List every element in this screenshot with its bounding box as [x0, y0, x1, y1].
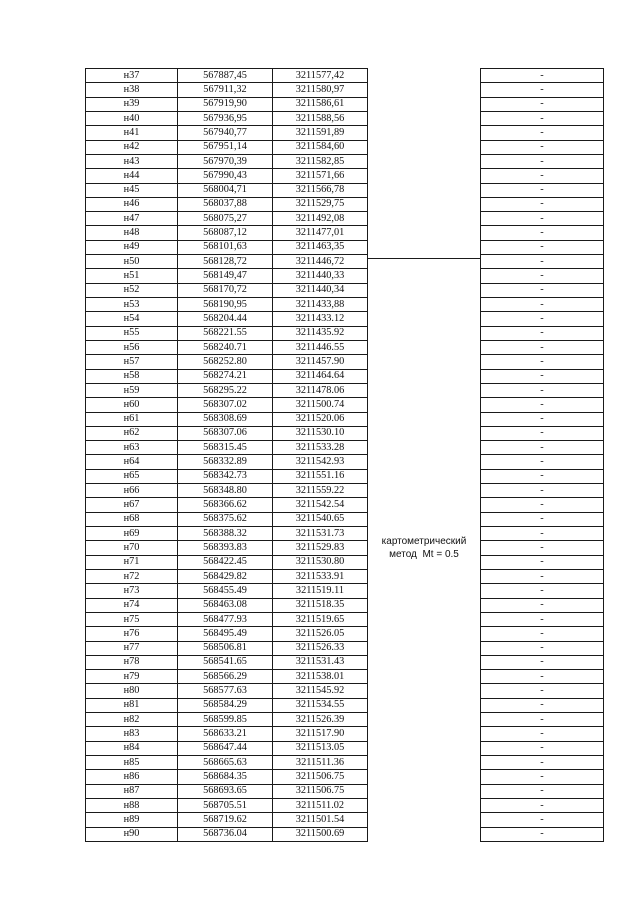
x-coordinate-cell: 567951,14: [178, 140, 273, 154]
mark-cell: -: [481, 569, 604, 583]
table-row: [86, 555, 604, 569]
x-coordinate-cell: 568037,88: [178, 197, 273, 211]
mark-cell: -: [481, 455, 604, 469]
mark-cell: -: [481, 398, 604, 412]
point-name-cell: н82: [86, 713, 178, 727]
point-name-cell: н43: [86, 154, 178, 168]
x-coordinate-cell: 567919,90: [178, 97, 273, 111]
x-coordinate-cell: 568463.08: [178, 598, 273, 612]
y-coordinate-cell: 3211519.65: [273, 612, 368, 626]
x-coordinate-cell: 567887,45: [178, 69, 273, 83]
x-coordinate-cell: 568719.62: [178, 813, 273, 827]
y-coordinate-cell: 3211446.55: [273, 340, 368, 354]
x-coordinate-cell: 568495.49: [178, 627, 273, 641]
y-coordinate-cell: 3211435.92: [273, 326, 368, 340]
mark-cell: -: [481, 498, 604, 512]
y-coordinate-cell: 3211526.39: [273, 713, 368, 727]
mark-cell: -: [481, 612, 604, 626]
table-row: [86, 827, 604, 841]
table-row: [86, 283, 604, 297]
table-row: [86, 455, 604, 469]
x-coordinate-cell: 568101,63: [178, 240, 273, 254]
point-name-cell: н52: [86, 283, 178, 297]
y-coordinate-cell: 3211542.54: [273, 498, 368, 512]
mark-cell: -: [481, 355, 604, 369]
mark-cell: -: [481, 641, 604, 655]
method-description: [368, 535, 480, 561]
table-row: [86, 312, 604, 326]
table-row: [86, 441, 604, 455]
x-coordinate-cell: 568004,71: [178, 183, 273, 197]
point-name-cell: н47: [86, 212, 178, 226]
y-coordinate-cell: 3211545.92: [273, 684, 368, 698]
y-coordinate-cell: 3211530.80: [273, 555, 368, 569]
method-line-1: картометрический: [381, 535, 467, 547]
x-coordinate-cell: 567936,95: [178, 111, 273, 125]
y-coordinate-cell: 3211511.36: [273, 756, 368, 770]
point-name-cell: н78: [86, 655, 178, 669]
point-name-cell: н88: [86, 798, 178, 812]
point-name-cell: н70: [86, 541, 178, 555]
x-coordinate-cell: 568308.69: [178, 412, 273, 426]
x-coordinate-cell: 568342.73: [178, 469, 273, 483]
x-coordinate-cell: 568204.44: [178, 312, 273, 326]
table-row: [86, 240, 604, 254]
table-row: [86, 727, 604, 741]
mark-cell: -: [481, 713, 604, 727]
y-coordinate-cell: 3211551.16: [273, 469, 368, 483]
x-coordinate-cell: 568566.29: [178, 670, 273, 684]
mark-cell: -: [481, 555, 604, 569]
point-name-cell: н37: [86, 69, 178, 83]
y-coordinate-cell: 3211477,01: [273, 226, 368, 240]
table-row: [86, 269, 604, 283]
y-coordinate-cell: 3211506.75: [273, 770, 368, 784]
method-divider-line: [368, 258, 480, 259]
mark-cell: -: [481, 326, 604, 340]
table-row: [86, 655, 604, 669]
method-cell-content: [368, 69, 480, 842]
point-name-cell: н63: [86, 441, 178, 455]
y-coordinate-cell: 3211500.69: [273, 827, 368, 841]
x-coordinate-cell: 568315.45: [178, 441, 273, 455]
mark-cell: -: [481, 598, 604, 612]
table-row: [86, 741, 604, 755]
y-coordinate-cell: 3211492,08: [273, 212, 368, 226]
y-coordinate-cell: 3211533.28: [273, 441, 368, 455]
y-coordinate-cell: 3211464.64: [273, 369, 368, 383]
y-coordinate-cell: 3211500.74: [273, 398, 368, 412]
mark-cell: -: [481, 312, 604, 326]
mark-cell: -: [481, 527, 604, 541]
point-name-cell: н65: [86, 469, 178, 483]
mark-cell: -: [481, 670, 604, 684]
point-name-cell: н85: [86, 756, 178, 770]
x-coordinate-cell: 568693.65: [178, 784, 273, 798]
x-coordinate-cell: 568633.21: [178, 727, 273, 741]
x-coordinate-cell: 568274.21: [178, 369, 273, 383]
table-row: [86, 140, 604, 154]
table-row: [86, 684, 604, 698]
table-row: [86, 512, 604, 526]
table-row: [86, 798, 604, 812]
point-name-cell: н61: [86, 412, 178, 426]
y-coordinate-cell: 3211533.91: [273, 569, 368, 583]
point-name-cell: н80: [86, 684, 178, 698]
table-row: [86, 469, 604, 483]
table-row: [86, 97, 604, 111]
x-coordinate-cell: 568393.83: [178, 541, 273, 555]
y-coordinate-cell: 3211506.75: [273, 784, 368, 798]
x-coordinate-cell: 568170,72: [178, 283, 273, 297]
x-coordinate-cell: 568252.80: [178, 355, 273, 369]
mark-cell: -: [481, 383, 604, 397]
table-row: [86, 756, 604, 770]
table-row: [86, 770, 604, 784]
point-name-cell: н44: [86, 169, 178, 183]
table-row: [86, 255, 604, 269]
point-name-cell: н75: [86, 612, 178, 626]
table-row: [86, 154, 604, 168]
y-coordinate-cell: 3211582,85: [273, 154, 368, 168]
point-name-cell: н66: [86, 484, 178, 498]
coordinates-table: [85, 68, 604, 842]
point-name-cell: н48: [86, 226, 178, 240]
point-name-cell: н59: [86, 383, 178, 397]
point-name-cell: н55: [86, 326, 178, 340]
x-coordinate-cell: 567970,39: [178, 154, 273, 168]
mark-cell: -: [481, 369, 604, 383]
y-coordinate-cell: 3211534.55: [273, 698, 368, 712]
table-row: [86, 612, 604, 626]
table-row: [86, 698, 604, 712]
table-row: [86, 83, 604, 97]
mark-cell: -: [481, 655, 604, 669]
mark-cell: -: [481, 684, 604, 698]
point-name-cell: н89: [86, 813, 178, 827]
table-row: [86, 326, 604, 340]
y-coordinate-cell: 3211433.12: [273, 312, 368, 326]
mark-cell: -: [481, 627, 604, 641]
mark-cell: -: [481, 426, 604, 440]
point-name-cell: н73: [86, 584, 178, 598]
x-coordinate-cell: 568736.04: [178, 827, 273, 841]
y-coordinate-cell: 3211519.11: [273, 584, 368, 598]
y-coordinate-cell: 3211531.73: [273, 527, 368, 541]
mark-cell: -: [481, 97, 604, 111]
table-row: [86, 340, 604, 354]
y-coordinate-cell: 3211529,75: [273, 197, 368, 211]
table-row: [86, 569, 604, 583]
table-row: [86, 670, 604, 684]
mark-cell: -: [481, 756, 604, 770]
y-coordinate-cell: 3211501.54: [273, 813, 368, 827]
y-coordinate-cell: 3211542.93: [273, 455, 368, 469]
method-cell: [368, 69, 481, 842]
table-row: [86, 126, 604, 140]
point-name-cell: н46: [86, 197, 178, 211]
x-coordinate-cell: 568366.62: [178, 498, 273, 512]
x-coordinate-cell: 568240.71: [178, 340, 273, 354]
x-coordinate-cell: 568477.93: [178, 612, 273, 626]
y-coordinate-cell: 3211518.35: [273, 598, 368, 612]
point-name-cell: н45: [86, 183, 178, 197]
table-row: [86, 813, 604, 827]
x-coordinate-cell: 568388.32: [178, 527, 273, 541]
point-name-cell: н53: [86, 298, 178, 312]
x-coordinate-cell: 568577.63: [178, 684, 273, 698]
x-coordinate-cell: 568506.81: [178, 641, 273, 655]
mark-cell: -: [481, 770, 604, 784]
y-coordinate-cell: 3211511.02: [273, 798, 368, 812]
point-name-cell: н54: [86, 312, 178, 326]
x-coordinate-cell: 568455.49: [178, 584, 273, 598]
mark-cell: -: [481, 541, 604, 555]
y-coordinate-cell: 3211559.22: [273, 484, 368, 498]
x-coordinate-cell: 568375.62: [178, 512, 273, 526]
point-name-cell: н58: [86, 369, 178, 383]
table-row: [86, 527, 604, 541]
y-coordinate-cell: 3211520.06: [273, 412, 368, 426]
y-coordinate-cell: 3211513.05: [273, 741, 368, 755]
point-name-cell: н60: [86, 398, 178, 412]
table-row: [86, 111, 604, 125]
y-coordinate-cell: 3211478.06: [273, 383, 368, 397]
x-coordinate-cell: 568149,47: [178, 269, 273, 283]
method-line-2: метод Mt = 0.5: [389, 548, 459, 560]
table-row: [86, 69, 604, 83]
mark-cell: -: [481, 784, 604, 798]
mark-cell: -: [481, 197, 604, 211]
y-coordinate-cell: 3211526.33: [273, 641, 368, 655]
table-row: [86, 197, 604, 211]
y-coordinate-cell: 3211577,42: [273, 69, 368, 83]
x-coordinate-cell: 568307.02: [178, 398, 273, 412]
x-coordinate-cell: 568221.55: [178, 326, 273, 340]
x-coordinate-cell: 568348.80: [178, 484, 273, 498]
point-name-cell: н38: [86, 83, 178, 97]
x-coordinate-cell: 567911,32: [178, 83, 273, 97]
y-coordinate-cell: 3211433,88: [273, 298, 368, 312]
y-coordinate-cell: 3211530.10: [273, 426, 368, 440]
x-coordinate-cell: 567940,77: [178, 126, 273, 140]
x-coordinate-cell: 568295.22: [178, 383, 273, 397]
y-coordinate-cell: 3211440,33: [273, 269, 368, 283]
mark-cell: -: [481, 240, 604, 254]
y-coordinate-cell: 3211588,56: [273, 111, 368, 125]
table-row: [86, 627, 604, 641]
point-name-cell: н90: [86, 827, 178, 841]
point-name-cell: н72: [86, 569, 178, 583]
mark-cell: -: [481, 212, 604, 226]
table-row: [86, 298, 604, 312]
mark-cell: -: [481, 111, 604, 125]
table-row: [86, 598, 604, 612]
y-coordinate-cell: 3211446,72: [273, 255, 368, 269]
x-coordinate-cell: 568332.89: [178, 455, 273, 469]
x-coordinate-cell: 567990,43: [178, 169, 273, 183]
table-row: [86, 498, 604, 512]
x-coordinate-cell: 568128,72: [178, 255, 273, 269]
point-name-cell: н84: [86, 741, 178, 755]
mark-cell: -: [481, 484, 604, 498]
y-coordinate-cell: 3211591,89: [273, 126, 368, 140]
mark-cell: -: [481, 827, 604, 841]
y-coordinate-cell: 3211540.65: [273, 512, 368, 526]
x-coordinate-cell: 568307.06: [178, 426, 273, 440]
point-name-cell: н69: [86, 527, 178, 541]
mark-cell: -: [481, 727, 604, 741]
table-row: [86, 355, 604, 369]
mark-cell: -: [481, 140, 604, 154]
point-name-cell: н56: [86, 340, 178, 354]
y-coordinate-cell: 3211566,78: [273, 183, 368, 197]
y-coordinate-cell: 3211517.90: [273, 727, 368, 741]
table-row: [86, 412, 604, 426]
x-coordinate-cell: 568665.63: [178, 756, 273, 770]
table-row: [86, 426, 604, 440]
table-row: [86, 398, 604, 412]
y-coordinate-cell: 3211580,97: [273, 83, 368, 97]
mark-cell: -: [481, 584, 604, 598]
x-coordinate-cell: 568705.51: [178, 798, 273, 812]
mark-cell: -: [481, 183, 604, 197]
y-coordinate-cell: 3211571,66: [273, 169, 368, 183]
point-name-cell: н39: [86, 97, 178, 111]
point-name-cell: н81: [86, 698, 178, 712]
x-coordinate-cell: 568647.44: [178, 741, 273, 755]
mark-cell: -: [481, 69, 604, 83]
mark-cell: -: [481, 126, 604, 140]
point-name-cell: н42: [86, 140, 178, 154]
point-name-cell: н50: [86, 255, 178, 269]
point-name-cell: н74: [86, 598, 178, 612]
table-row: [86, 484, 604, 498]
y-coordinate-cell: 3211457.90: [273, 355, 368, 369]
mark-cell: -: [481, 226, 604, 240]
table-row: [86, 212, 604, 226]
y-coordinate-cell: 3211531.43: [273, 655, 368, 669]
point-name-cell: н40: [86, 111, 178, 125]
x-coordinate-cell: 568599.85: [178, 713, 273, 727]
mark-cell: -: [481, 813, 604, 827]
mark-cell: -: [481, 441, 604, 455]
point-name-cell: н83: [86, 727, 178, 741]
table-row: [86, 541, 604, 555]
y-coordinate-cell: 3211440,34: [273, 283, 368, 297]
mark-cell: -: [481, 412, 604, 426]
table-row: [86, 383, 604, 397]
mark-cell: -: [481, 469, 604, 483]
mark-cell: -: [481, 340, 604, 354]
point-name-cell: н77: [86, 641, 178, 655]
point-name-cell: н71: [86, 555, 178, 569]
mark-cell: -: [481, 255, 604, 269]
mark-cell: -: [481, 269, 604, 283]
mark-cell: -: [481, 698, 604, 712]
mark-cell: -: [481, 798, 604, 812]
point-name-cell: н67: [86, 498, 178, 512]
y-coordinate-cell: 3211463,35: [273, 240, 368, 254]
mark-cell: -: [481, 741, 604, 755]
y-coordinate-cell: 3211529.83: [273, 541, 368, 555]
point-name-cell: н41: [86, 126, 178, 140]
x-coordinate-cell: 568075,27: [178, 212, 273, 226]
x-coordinate-cell: 568584.29: [178, 698, 273, 712]
point-name-cell: н76: [86, 627, 178, 641]
x-coordinate-cell: 568422.45: [178, 555, 273, 569]
point-name-cell: н51: [86, 269, 178, 283]
point-name-cell: н79: [86, 670, 178, 684]
table-row: [86, 584, 604, 598]
table-row: [86, 183, 604, 197]
mark-cell: -: [481, 154, 604, 168]
point-name-cell: н87: [86, 784, 178, 798]
y-coordinate-cell: 3211584,60: [273, 140, 368, 154]
mark-cell: -: [481, 83, 604, 97]
point-name-cell: н86: [86, 770, 178, 784]
point-name-cell: н49: [86, 240, 178, 254]
point-name-cell: н68: [86, 512, 178, 526]
mark-cell: -: [481, 283, 604, 297]
mark-cell: -: [481, 512, 604, 526]
coordinates-table-body: [86, 69, 604, 842]
x-coordinate-cell: 568087,12: [178, 226, 273, 240]
point-name-cell: н62: [86, 426, 178, 440]
mark-cell: -: [481, 298, 604, 312]
point-name-cell: н57: [86, 355, 178, 369]
table-row: [86, 226, 604, 240]
x-coordinate-cell: 568684.35: [178, 770, 273, 784]
x-coordinate-cell: 568190,95: [178, 298, 273, 312]
point-name-cell: н64: [86, 455, 178, 469]
y-coordinate-cell: 3211526.05: [273, 627, 368, 641]
y-coordinate-cell: 3211586,61: [273, 97, 368, 111]
y-coordinate-cell: 3211538.01: [273, 670, 368, 684]
mark-cell: -: [481, 169, 604, 183]
table-row: [86, 369, 604, 383]
table-row: [86, 641, 604, 655]
x-coordinate-cell: 568429.82: [178, 569, 273, 583]
x-coordinate-cell: 568541.65: [178, 655, 273, 669]
table-row: [86, 713, 604, 727]
table-row: [86, 169, 604, 183]
table-row: [86, 784, 604, 798]
